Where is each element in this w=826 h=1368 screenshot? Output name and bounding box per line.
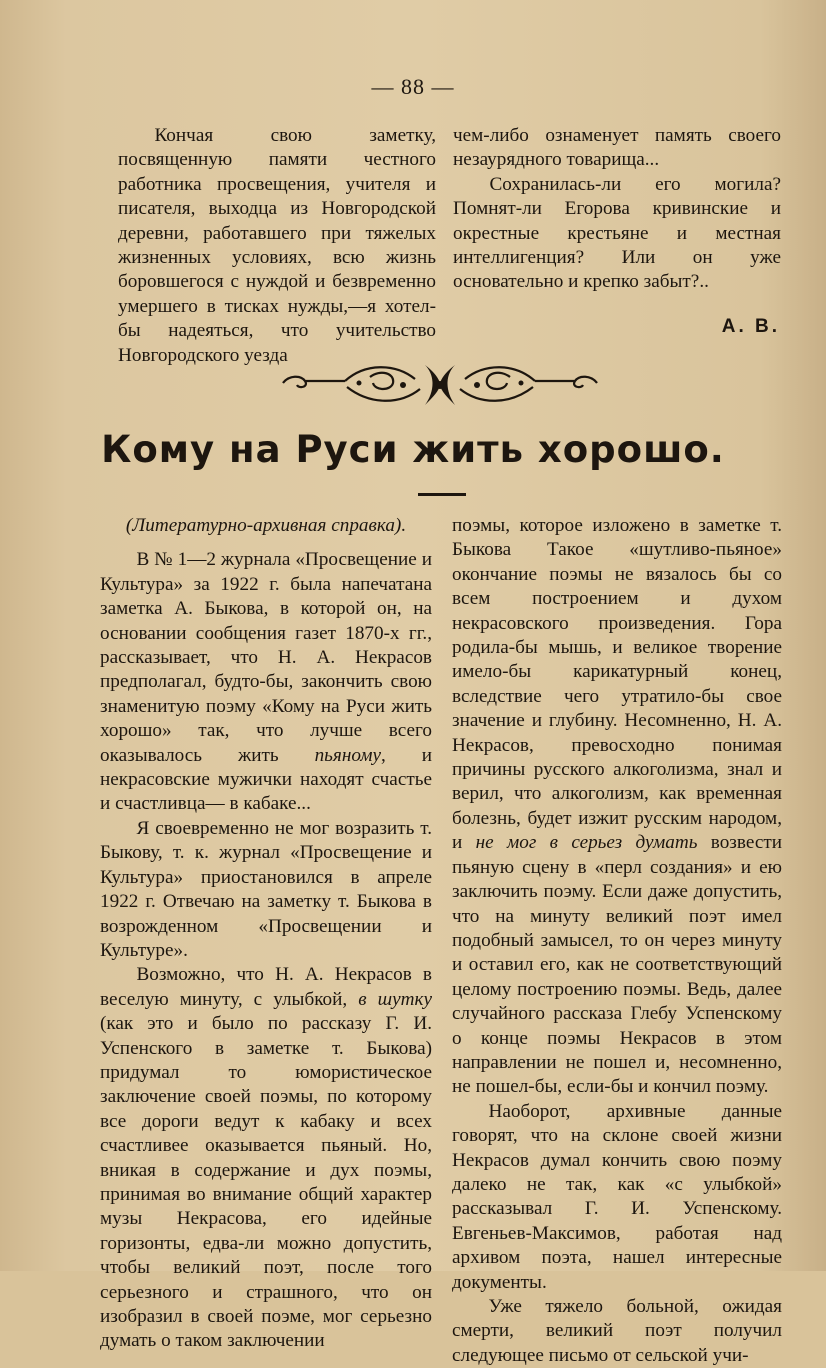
paragraph: чем-либо ознаменует память своего незаурядного товарища... [453,125,781,171]
article-left-column [100,514,432,1354]
article-title: Кому на Руси жить хорошо. [101,428,725,471]
paragraph: Наоборот, архивные данные говорят, что на склоне своей жизни Некрасов думал кончить свою поэму далеко не так, как «с улыбкой» рассказывал Г. И. Успенскому. Евгеньев-Максимов, работая над архивом поэта, нашел интересные документы. [452,1100,782,1293]
top-right-column [453,124,781,295]
title-divider [418,493,466,496]
emphasis: пьяному [314,744,381,766]
paragraph: Кончая свою заметку, посвященную памяти честного работника просвещения, учителя и писателя, выходца из Новгородской деревни, работавшего при тяжелых жизненных условиях, всю жизнь боровшегося с нуждой и безвременно умершего в тисках нужды,—я хотел-бы надеяться, что учительство Новгородского уезда [118,125,436,366]
emphasis: не мог в серьез думать [475,832,698,854]
paragraph: В № 1—2 журнала «Просвещение и Культура» за 1922 г. была напечатана заметка А. Быкова, в которой он, на основании сообщения газет 1870-х гг., рассказывает, что Н. А. Некрасов предполагал, будто-бы, закончить свою знаменитую поэму «Кому на Руси жить хорошо» так, что лучше всего оказывалось жить пьяному, и некрасовские мужички находят счастье и счастливца— в кабаке... [100,549,432,815]
page-number: — 88 — [371,74,455,99]
paragraph: Уже тяжело больной, ожидая смерти, великий поэт получил следующее письмо от сельской учи- [452,1296,782,1366]
paragraph: поэмы, которое изложено в заметке т. Быкова Такое «шутливо-пьяное» окончание поэмы не вязалось бы со всем построением и духом некрасовского произведения. Гора родила-бы мышь, и великое творение имело-бы карикатурный конец, вследствие чего утратило-бы свое значение и глубину. Несомненно, Н. А. Некрасов, превосходно понимая причины русского алкоголизма, знал и верил, что алкоголизм, как временная болезнь, будет изжит русским народом, и не мог в серьез думать возвести пьяную сцену в «перл создания» и ею заключить поэму. Если даже допустить, что на минуту великий поэт имел подобный замысел, то он через минуту и оставил его, как не соответствующий целому построению поэмы. Ведь, далее случайного рассказа Глебу Успенскому о конце поэмы Некрасов в этом направлении не пошел и, несомненно, не пошел-бы, если-бы и кончил поэму. [452,515,782,1098]
emphasis: в шутку [358,988,432,1010]
paragraph: Возможно, что Н. А. Некрасов в веселую минуту, с улыбкой, в шутку (как это и было по рассказу Г. И. Успенского в заметке т. Быкова) придумал то юмористическое заключение своей поэмы, по которому все дороги ведут к кабаку и всех счастливее оказывается пьяный. Но, вникая в содержание и дух поэмы, принимая во внимание общий характер музы Некрасова, его идейные горизонты, едва-ли можно допустить, чтобы великий поэт, после того серьезного и страшного, что он изобразил в своей поэме, мог серьезно думать о таком заключении [100,964,432,1352]
decorative-ornament [275,357,605,413]
paragraph: Я своевременно не мог возразить т. Быкову, т. к. журнал «Просвещение и Культура» приостановился в апреле 1922 г. Отвечаю на заметку т. Быкова в возрожденном «Просвещении и Культуре». [100,817,432,961]
top-left-column [118,124,436,368]
paragraph: Сохранилась-ли его могила? Помнят-ли Егорова кривинские и окрестные крестьяне и местная интеллигенция? Или он уже основательно и крепко забыт?.. [453,173,781,293]
author-signature: А. В. [721,316,780,337]
article-right-column [452,514,782,1368]
article-subtitle: (Литературно-архивная справка). [125,515,407,536]
